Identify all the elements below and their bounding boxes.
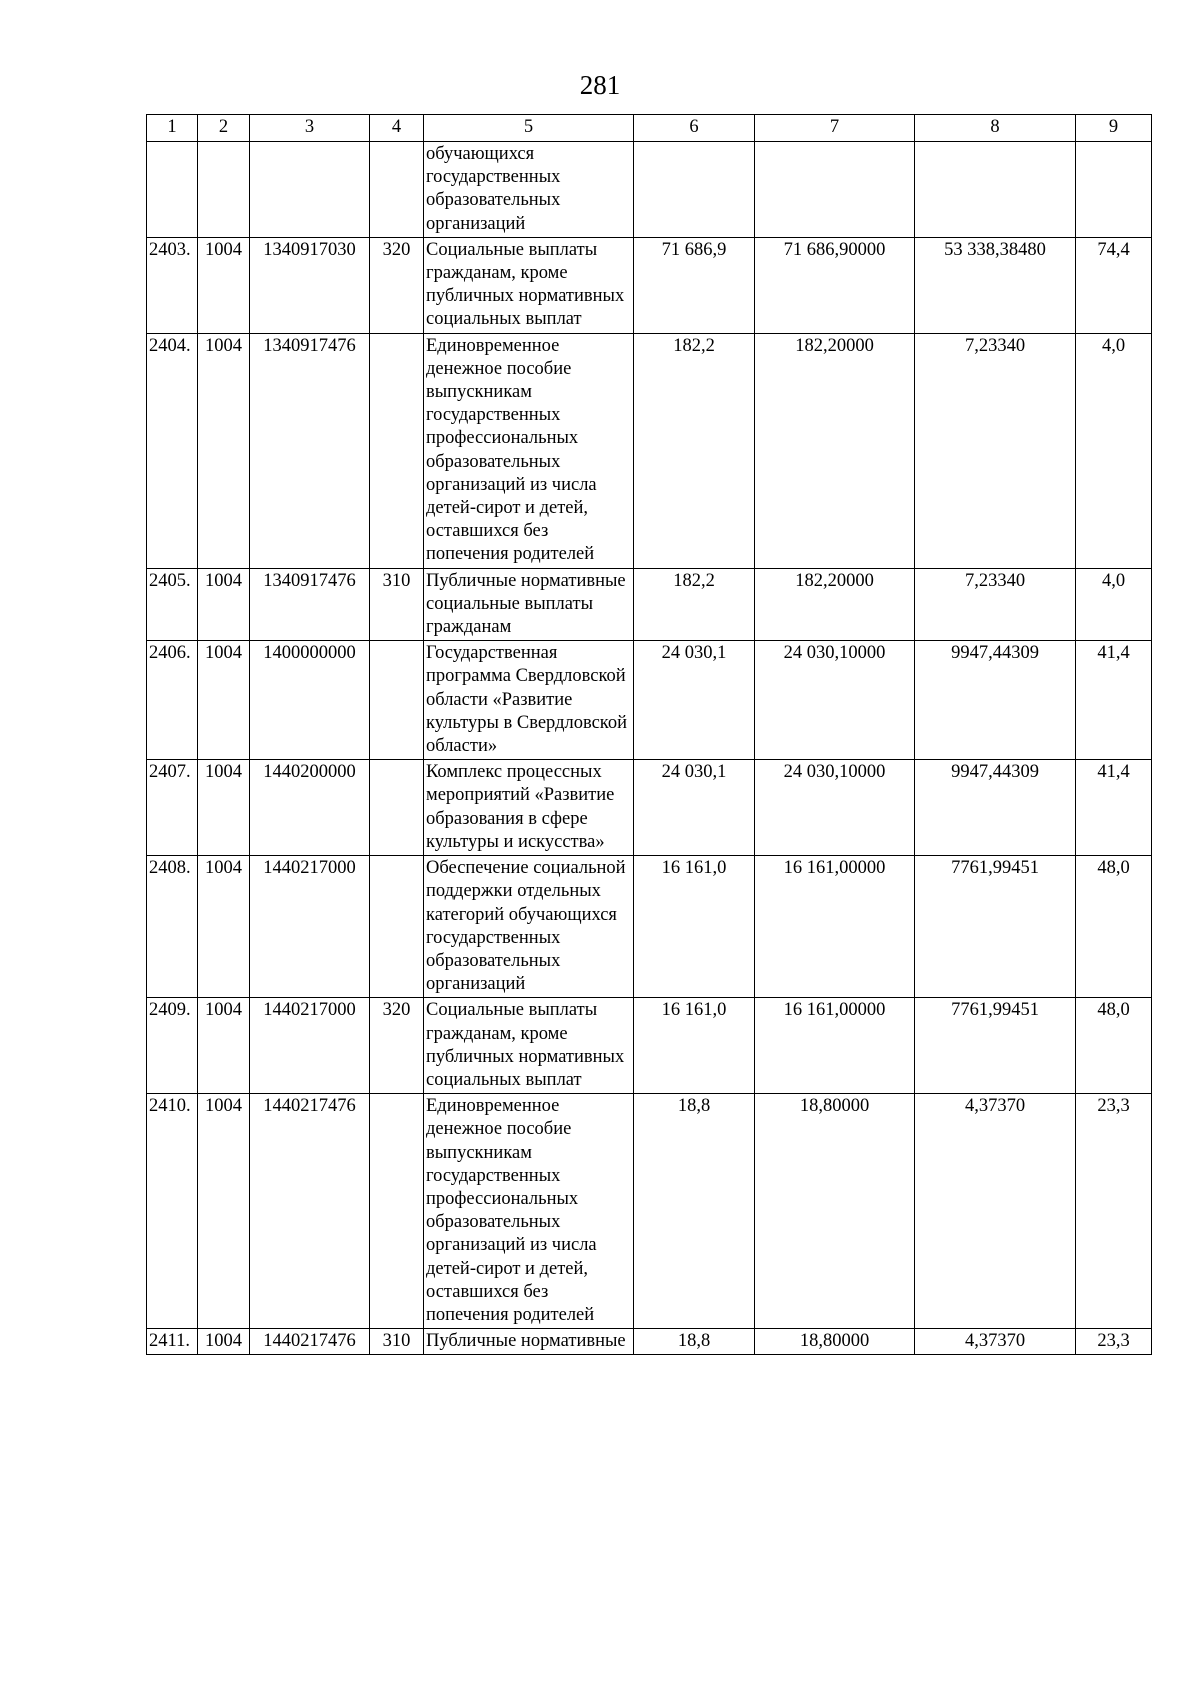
execution-percent-cell: 41,4	[1076, 760, 1152, 856]
header-row	[147, 115, 1152, 142]
execution-percent-cell: 41,4	[1076, 641, 1152, 760]
approved-amount-cell: 182,2	[634, 333, 755, 568]
section-code-cell: 1004	[198, 333, 250, 568]
expense-type-cell	[370, 1094, 424, 1329]
row-number-cell: 2411.	[147, 1329, 198, 1355]
item-name-cell: Публичные нормативные социальные выплаты гражданам	[424, 568, 634, 641]
executed-amount-cell: 9947,44309	[915, 641, 1076, 760]
row-number-cell: 2406.	[147, 641, 198, 760]
table-row	[147, 1329, 1152, 1355]
executed-amount-cell: 4,37370	[915, 1329, 1076, 1355]
table-row	[147, 568, 1152, 641]
execution-percent-cell	[1076, 142, 1152, 238]
item-name-cell: Государственная программа Свердловской области «Развитие культуры в Свердловской области»	[424, 641, 634, 760]
executed-amount-cell: 4,37370	[915, 1094, 1076, 1329]
plan-amount-cell: 24 030,10000	[755, 760, 915, 856]
item-name-cell: Комплекс процессных мероприятий «Развитие образования в сфере культуры и искусства»	[424, 760, 634, 856]
section-code-cell	[198, 142, 250, 238]
table-row	[147, 237, 1152, 333]
header-col-8: 8	[915, 115, 1076, 142]
target-code-cell: 1340917476	[250, 333, 370, 568]
table-body	[147, 142, 1152, 1355]
item-name-cell: Обеспечение социальной поддержки отдельных категорий обучающихся государственных образовательных организаций	[424, 856, 634, 998]
header-col-2: 2	[198, 115, 250, 142]
row-number-cell: 2407.	[147, 760, 198, 856]
expense-type-cell	[370, 641, 424, 760]
approved-amount-cell: 182,2	[634, 568, 755, 641]
executed-amount-cell: 9947,44309	[915, 760, 1076, 856]
target-code-cell: 1400000000	[250, 641, 370, 760]
executed-amount-cell	[915, 142, 1076, 238]
plan-amount-cell: 182,20000	[755, 333, 915, 568]
target-code-cell: 1340917030	[250, 237, 370, 333]
execution-percent-cell: 23,3	[1076, 1094, 1152, 1329]
execution-percent-cell: 23,3	[1076, 1329, 1152, 1355]
approved-amount-cell: 71 686,9	[634, 237, 755, 333]
execution-percent-cell: 74,4	[1076, 237, 1152, 333]
expense-type-cell	[370, 142, 424, 238]
row-number-cell: 2405.	[147, 568, 198, 641]
target-code-cell: 1440217000	[250, 856, 370, 998]
plan-amount-cell: 18,80000	[755, 1329, 915, 1355]
header-col-6: 6	[634, 115, 755, 142]
table-row	[147, 998, 1152, 1094]
header-col-5: 5	[424, 115, 634, 142]
section-code-cell: 1004	[198, 998, 250, 1094]
execution-percent-cell: 4,0	[1076, 568, 1152, 641]
item-name-cell: Социальные выплаты гражданам, кроме публичных нормативных социальных выплат	[424, 998, 634, 1094]
executed-amount-cell: 7761,99451	[915, 998, 1076, 1094]
item-name-cell: Социальные выплаты гражданам, кроме публичных нормативных социальных выплат	[424, 237, 634, 333]
target-code-cell: 1340917476	[250, 568, 370, 641]
execution-percent-cell: 4,0	[1076, 333, 1152, 568]
section-code-cell: 1004	[198, 760, 250, 856]
plan-amount-cell	[755, 142, 915, 238]
section-code-cell: 1004	[198, 237, 250, 333]
header-col-9: 9	[1076, 115, 1152, 142]
section-code-cell: 1004	[198, 641, 250, 760]
executed-amount-cell: 7761,99451	[915, 856, 1076, 998]
section-code-cell: 1004	[198, 568, 250, 641]
table-row	[147, 856, 1152, 998]
item-name-cell: Единовременное денежное пособие выпускникам государственных профессиональных образовательных организаций из числа детей-сирот и детей, оставшихся без попечения родителей	[424, 333, 634, 568]
expense-type-cell: 310	[370, 1329, 424, 1355]
item-name-cell: обучающихся государственных образовательных организаций	[424, 142, 634, 238]
approved-amount-cell: 18,8	[634, 1094, 755, 1329]
row-number-cell: 2404.	[147, 333, 198, 568]
target-code-cell	[250, 142, 370, 238]
row-number-cell: 2408.	[147, 856, 198, 998]
header-col-3: 3	[250, 115, 370, 142]
section-code-cell: 1004	[198, 1094, 250, 1329]
approved-amount-cell: 16 161,0	[634, 856, 755, 998]
row-number-cell	[147, 142, 198, 238]
plan-amount-cell: 16 161,00000	[755, 856, 915, 998]
target-code-cell: 1440217000	[250, 998, 370, 1094]
row-number-cell: 2409.	[147, 998, 198, 1094]
target-code-cell: 1440217476	[250, 1329, 370, 1355]
approved-amount-cell: 18,8	[634, 1329, 755, 1355]
approved-amount-cell: 24 030,1	[634, 641, 755, 760]
executed-amount-cell: 53 338,38480	[915, 237, 1076, 333]
table-row	[147, 333, 1152, 568]
execution-percent-cell: 48,0	[1076, 998, 1152, 1094]
header-col-7: 7	[755, 115, 915, 142]
item-name-cell: Публичные нормативные	[424, 1329, 634, 1355]
plan-amount-cell: 24 030,10000	[755, 641, 915, 760]
expense-type-cell: 320	[370, 237, 424, 333]
page-number: 281	[579, 70, 621, 100]
row-number-cell: 2403.	[147, 237, 198, 333]
plan-amount-cell: 18,80000	[755, 1094, 915, 1329]
expense-type-cell	[370, 856, 424, 998]
item-name-cell: Единовременное денежное пособие выпускникам государственных профессиональных образовательных организаций из числа детей-сирот и детей, оставшихся без попечения родителей	[424, 1094, 634, 1329]
approved-amount-cell: 16 161,0	[634, 998, 755, 1094]
executed-amount-cell: 7,23340	[915, 568, 1076, 641]
approved-amount-cell	[634, 142, 755, 238]
target-code-cell: 1440200000	[250, 760, 370, 856]
section-code-cell: 1004	[198, 1329, 250, 1355]
target-code-cell: 1440217476	[250, 1094, 370, 1329]
expense-type-cell: 310	[370, 568, 424, 641]
table-row	[147, 760, 1152, 856]
expense-type-cell: 320	[370, 998, 424, 1094]
table-row	[147, 1094, 1152, 1329]
plan-amount-cell: 71 686,90000	[755, 237, 915, 333]
table-row	[147, 641, 1152, 760]
execution-percent-cell: 48,0	[1076, 856, 1152, 998]
header-col-1: 1	[147, 115, 198, 142]
plan-amount-cell: 16 161,00000	[755, 998, 915, 1094]
expense-type-cell	[370, 333, 424, 568]
expense-type-cell	[370, 760, 424, 856]
approved-amount-cell: 24 030,1	[634, 760, 755, 856]
plan-amount-cell: 182,20000	[755, 568, 915, 641]
section-code-cell: 1004	[198, 856, 250, 998]
budget-table	[146, 114, 1152, 1355]
table-row	[147, 142, 1152, 238]
row-number-cell: 2410.	[147, 1094, 198, 1329]
header-col-4: 4	[370, 115, 424, 142]
executed-amount-cell: 7,23340	[915, 333, 1076, 568]
